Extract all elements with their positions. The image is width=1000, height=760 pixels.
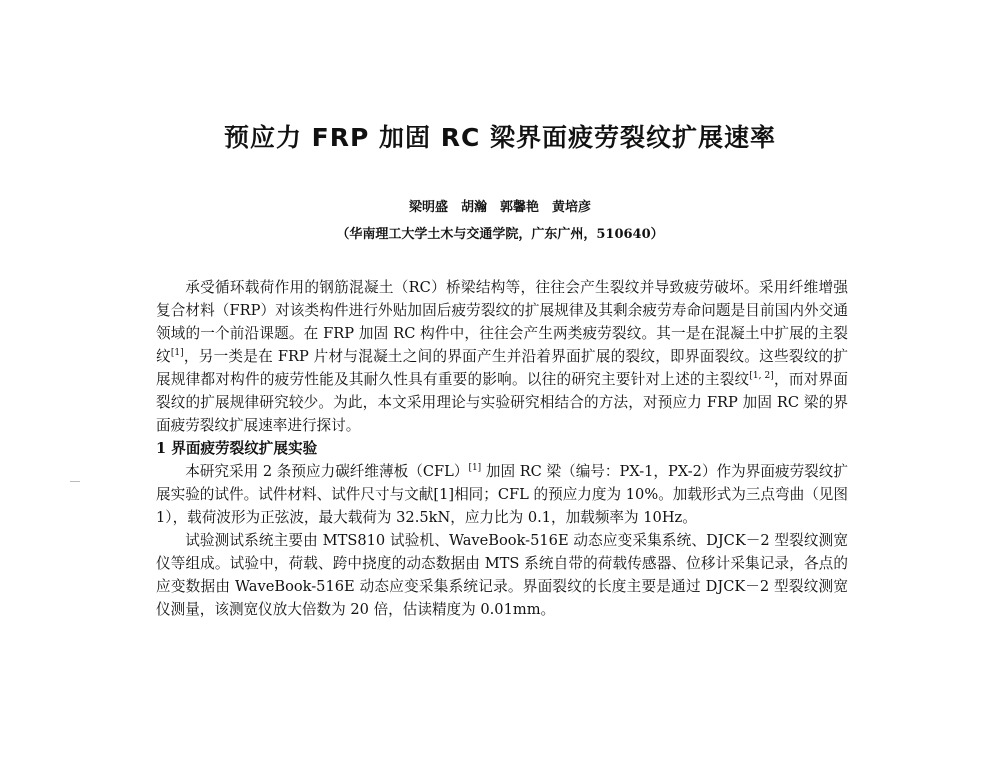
citation-1: [1]: [170, 348, 184, 359]
author-list: 梁明盛 胡瀚 郭馨艳 黄培彦: [408, 200, 591, 215]
intro-text-c: ，而对界面裂纹的扩展规律研究较少。为此，本文采用理论与实验研究相结合的方法，对预应力 FRP 加固 RC 梁的界面疲劳裂纹扩展速率进行探讨。: [156, 371, 848, 434]
citation-2: [1, 2]: [749, 371, 774, 382]
intro-text-a: 承受循环载荷作用的钢筋混凝土（RC）桥梁结构等，往往会产生裂纹并导致疲劳破坏。采用纤维增强复合材料（FRP）对该类构件进行外贴加固后疲劳裂纹的扩展规律及其剩余疲劳寿命问题是目前国内外交通领域的一个前沿课题。在 FRP 加固 RC 构件中，往往会产生两类疲劳裂纹。其一是在混凝土中扩展的主裂纹: [156, 279, 848, 365]
citation-3: [1]: [468, 463, 482, 474]
affiliation: （华南理工大学土木与交通学院，广东广州，510640）: [336, 227, 664, 242]
paper-title: 预应力 FRP 加固 RC 梁界面疲劳裂纹扩展速率: [223, 123, 777, 152]
method-text-b: 加固 RC 梁（编号：PX-1，PX-2）作为界面疲劳裂纹扩展实验的试件。试件材料、试件尺寸与文献[1]相同；CFL 的预应力度为 10%。加载形式为三点弯曲（见图 1），载荷波形为正弦波，最大载荷为 32.5kN，应力比为 0.1，加载频率为 10Hz。: [156, 463, 848, 526]
section-heading: 1 界面疲劳裂纹扩展实验: [156, 440, 318, 457]
paper-body: [156, 276, 848, 621]
intro-text-b: ，另一类是在 FRP 片材与混凝土之间的界面产生并沿着界面扩展的裂纹，即界面裂纹。这些裂纹的扩展规律都对构件的疲劳性能及其耐久性具有重要的影响。以往的研究主要针对上述的主裂纹: [156, 348, 848, 388]
method-paragraph: [156, 460, 848, 529]
intro-paragraph: [156, 276, 848, 437]
method-text-a: 本研究采用 2 条预应力碳纤维薄板（CFL）: [185, 463, 469, 480]
test-system-paragraph: 试验测试系统主要由 MTS810 试验机、WaveBook-516E 动态应变采集系统、DJCK－2 型裂纹测宽仪等组成。试验中，荷载、跨中挠度的动态数据由 MTS 系统自带的荷载传感器、位移计采集记录，各点的应变数据由 WaveBook-516E 动态应变采集系统记录。界面裂纹的长度主要是通过 DJCK－2 型裂纹测宽仪测量，该测宽仪放大倍数为 20 倍，估读精度为 0.01mm。: [156, 532, 848, 618]
margin-mark: [70, 481, 80, 482]
